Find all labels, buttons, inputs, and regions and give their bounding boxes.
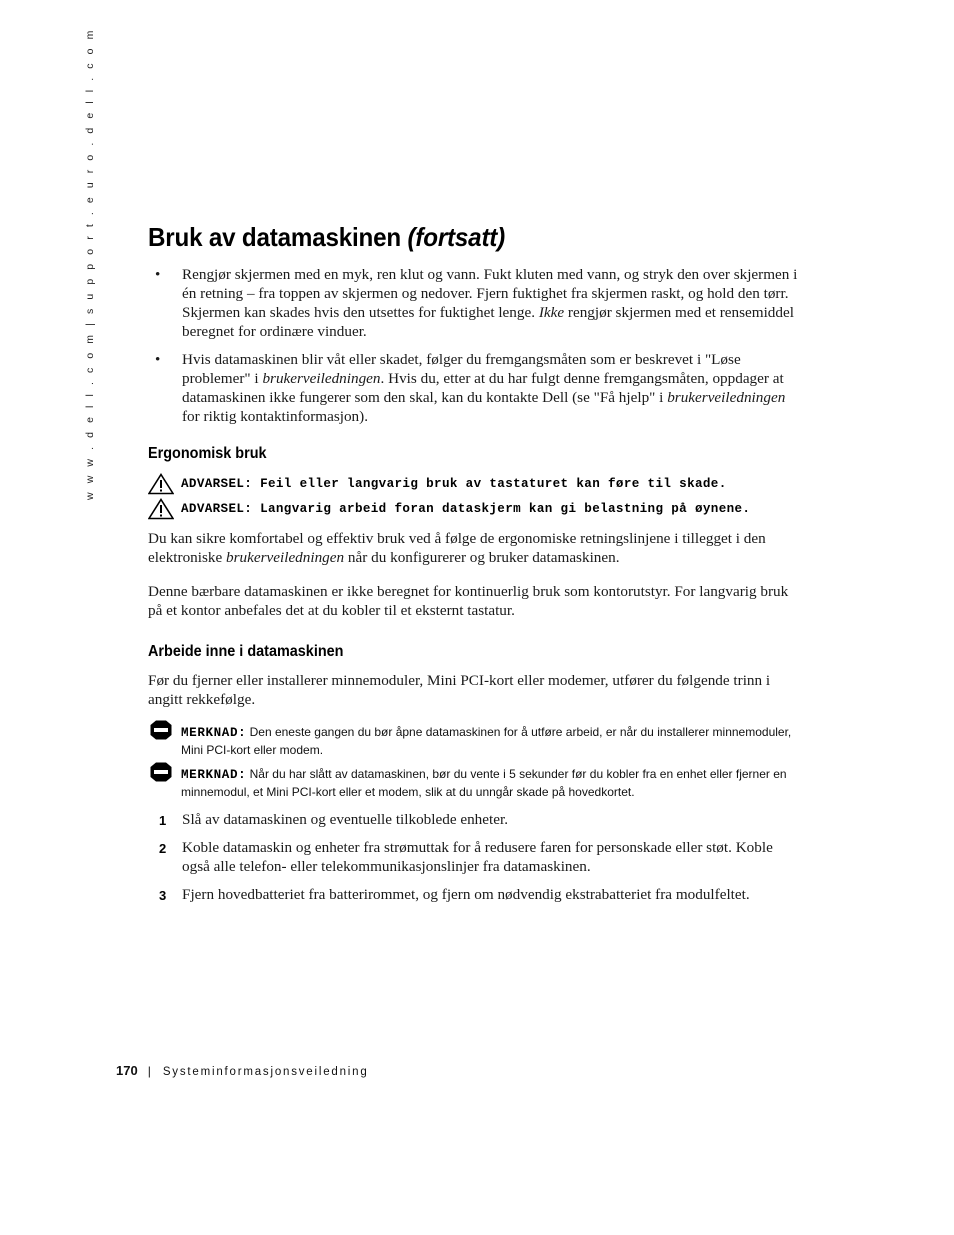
warning-triangle-icon [148,473,174,495]
page-title-main: Bruk av datamaskinen [148,222,408,252]
warning-text: ADVARSEL: Feil eller langvarig bruk av tastaturet kan føre til skade. [181,477,727,491]
paragraph-inside-intro: Før du fjerner eller installerer minnemoduler, Mini PCI-kort eller modemer, utfører du følgende trinn i angitt rekkefølge. [148,672,771,708]
emphasis-text: brukerveiledningen [226,549,345,566]
step-text: Slå av datamaskinen og eventuelle tilkoblede enheter. [182,811,508,828]
text-run: rengjør skjermen med et rensemiddel beregnet for ordinære vinduer. [182,304,794,340]
step-text: Fjern hovedbatteriet fra batterirommet, og fjern om nødvendig ekstrabatteriet fra modulfeltet. [182,886,750,903]
step-number: 3 [159,888,167,903]
text-run: Du kan sikre komfortabel og effektiv bruk ved å følge de ergonomiske retningslinjene i tillegget i den elektroniske [148,530,766,566]
notice-label: MERKNAD: [181,768,247,782]
bullet-item-wet-damaged [148,350,798,426]
step-number: 2 [159,841,167,856]
text-run: for riktig kontaktinformasjon). [182,408,369,425]
paragraph-office-use: Denne bærbare datamaskinen er ikke beregnet for kontinuerlig bruk som kontorutstyr. For langvarig bruk på et kontor anbefales det at du kobler til et eksternt tastatur. [148,583,789,619]
step-item [148,885,798,904]
text-run: Hvis datamaskinen blir våt eller skadet, følger du fremgangsmåten som er beskrevet i "Løse problemer" i [182,351,741,387]
text-run: . Hvis du, etter at du har fulgt denne fremgangsmåten, oppdager at datamaskinen ikke fungerer som den skal, kan du kontakte Dell (se "Få hjelp" i [182,370,784,406]
warning-triangle-icon [148,498,174,520]
notice-octagon-icon [150,720,172,740]
footer-separator: | [147,1064,151,1078]
text-run: Når du har slått av datamaskinen, bør du vente i 5 sekunder før du kobler fra en enhet eller fjerner en minnemodul, et Mini PCI-kort eller et modem, slik at du unngår skade på hovedkortet. [181,767,787,799]
warning-keyboard [148,473,798,495]
page-footer [116,1062,369,1080]
notice-wait-before-disconnect [148,766,798,801]
page-title [148,222,505,253]
footer-title: Systeminformasjonsveiledning [162,1066,369,1078]
emphasis-text: Ikke [538,304,565,321]
section-heading-inside: Arbeide inne i datamaskinen [148,643,344,660]
notice-text [181,766,798,801]
text-run: Den eneste gangen du bør åpne datamaskinen for å utføre arbeid, er når du installerer minnemoduler, Mini PCI-kort eller modem. [181,725,792,757]
bullet-text [182,350,798,426]
warning-text: ADVARSEL: Langvarig arbeid foran dataskjerm kan gi belastning på øynene. [181,502,751,516]
step-text: Koble datamaskin og enheter fra strømuttak for å redusere faren for personskade eller støt. Koble også alle telefon- eller telekommunikasjonslinjer fra datamaskinen. [182,839,773,875]
notice-text [181,724,798,759]
page-number: 170 [116,1063,138,1078]
page-title-italic: (fortsatt) [407,222,506,252]
bullet-dot: • [155,351,161,368]
warning-screen [148,498,798,520]
notice-octagon-icon [150,762,172,782]
section-heading-ergonomics: Ergonomisk bruk [148,445,267,462]
text-run: Rengjør skjermen med en myk, ren klut og vann. Fukt kluten med vann, og stryk den over skjermen i én retning – fra toppen av skjermen og nedover. Fjern fuktighet fra skjermen raskt, og hold den tørr. Skjermen kan skades hvis den utsettes for fuktighet lenge. [182,266,798,321]
paragraph-ergonomics [148,529,798,567]
text-run: når du konfigurerer og bruker datamaskinen. [344,549,620,566]
notice-label: MERKNAD: [181,726,247,740]
side-url: w w w . d e l l . c o m | s u p p o r t . e u r o . d e l l . c o m [84,27,96,500]
emphasis-text: brukerveiledningen [262,370,381,387]
step-item [148,810,798,829]
step-item [148,838,798,876]
bullet-dot: • [155,266,161,283]
notice-open-computer [148,724,798,759]
bullet-item-cleaning [148,265,798,341]
step-number: 1 [159,813,167,828]
bullet-text [182,265,798,341]
emphasis-text: brukerveiledningen [667,389,786,406]
